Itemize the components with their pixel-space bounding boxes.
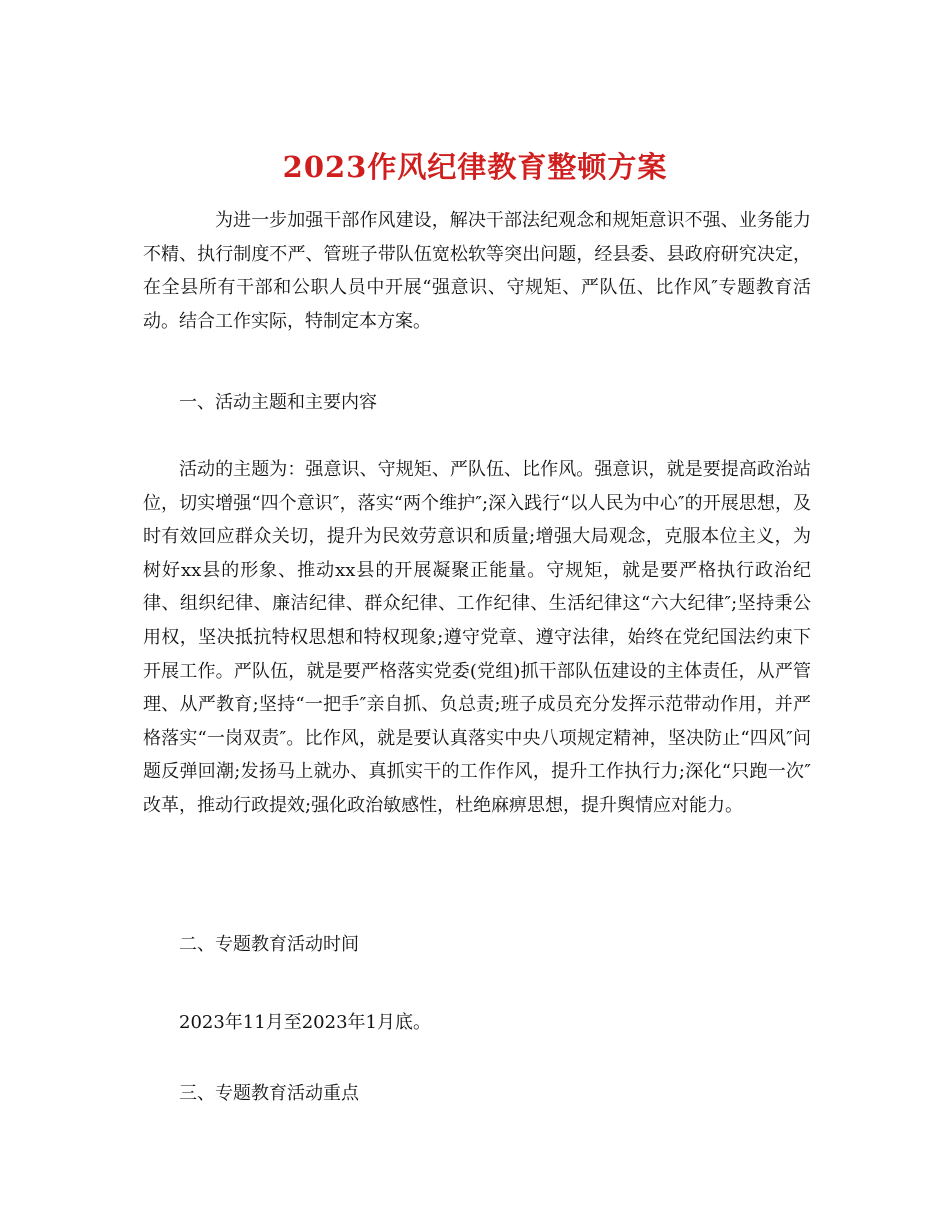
section-1-heading: 一、活动主题和主要内容	[179, 392, 377, 413]
section-2-heading: 二、专题教育活动时间	[179, 934, 359, 955]
section-3-heading: 三、专题教育活动重点	[179, 1083, 359, 1104]
section-1-paragraph: 活动的主题为：强意识、守规矩、严队伍、比作风。强意识，就是要提高政治站位，切实增强“四个意识″，落实“两个维护″;深入践行“以人民为中心″的开展思想，及时有效回应群众关切，提升为民效劳意识和质量;增强大局观念，克服本位主义，为树好xx县的形象、推动xx县的开展凝聚正能量。守规矩，就是要严格执行政治纪律、组织纪律、廉洁纪律、群众纪律、工作纪律、生活纪律这“六大纪律″;坚持秉公用权，坚决抵抗特权思想和特权现象;遵守党章、遵守法律，始终在党纪国法约束下开展工作。严队伍，就是要严格落实党委(党组)抓干部队伍建设的主体责任，从严管理、从严教育;坚持“一把手″亲自抓、负总责;班子成员充分发挥示范带动作用，并严格落实“一岗双责″。比作风，就是要认真落实中央八项规定精神，坚决防止“四风″问题反弹回潮;发扬马上就办、真抓实干的工作作风，提升工作执行力;深化“只跑一次″改革，推动行政提效;强化政治敏感性，杜绝麻痹思想，提升舆情应对能力。	[143, 459, 811, 816]
section-2-paragraph: 2023年11月至2023年1月底。	[179, 1012, 431, 1033]
document-title: 2023作风纪律教育整顿方案	[282, 150, 668, 185]
intro-paragraph: 为进一步加强干部作风建设，解决干部法纪观念和规矩意识不强、业务能力不精、执行制度不严、管班子带队伍宽松软等突出问题，经县委、县政府研究决定，在全县所有干部和公职人员中开展“强意识、守规矩、严队伍、比作风″专题教育活动。结合工作实际，特制定本方案。	[143, 210, 811, 332]
